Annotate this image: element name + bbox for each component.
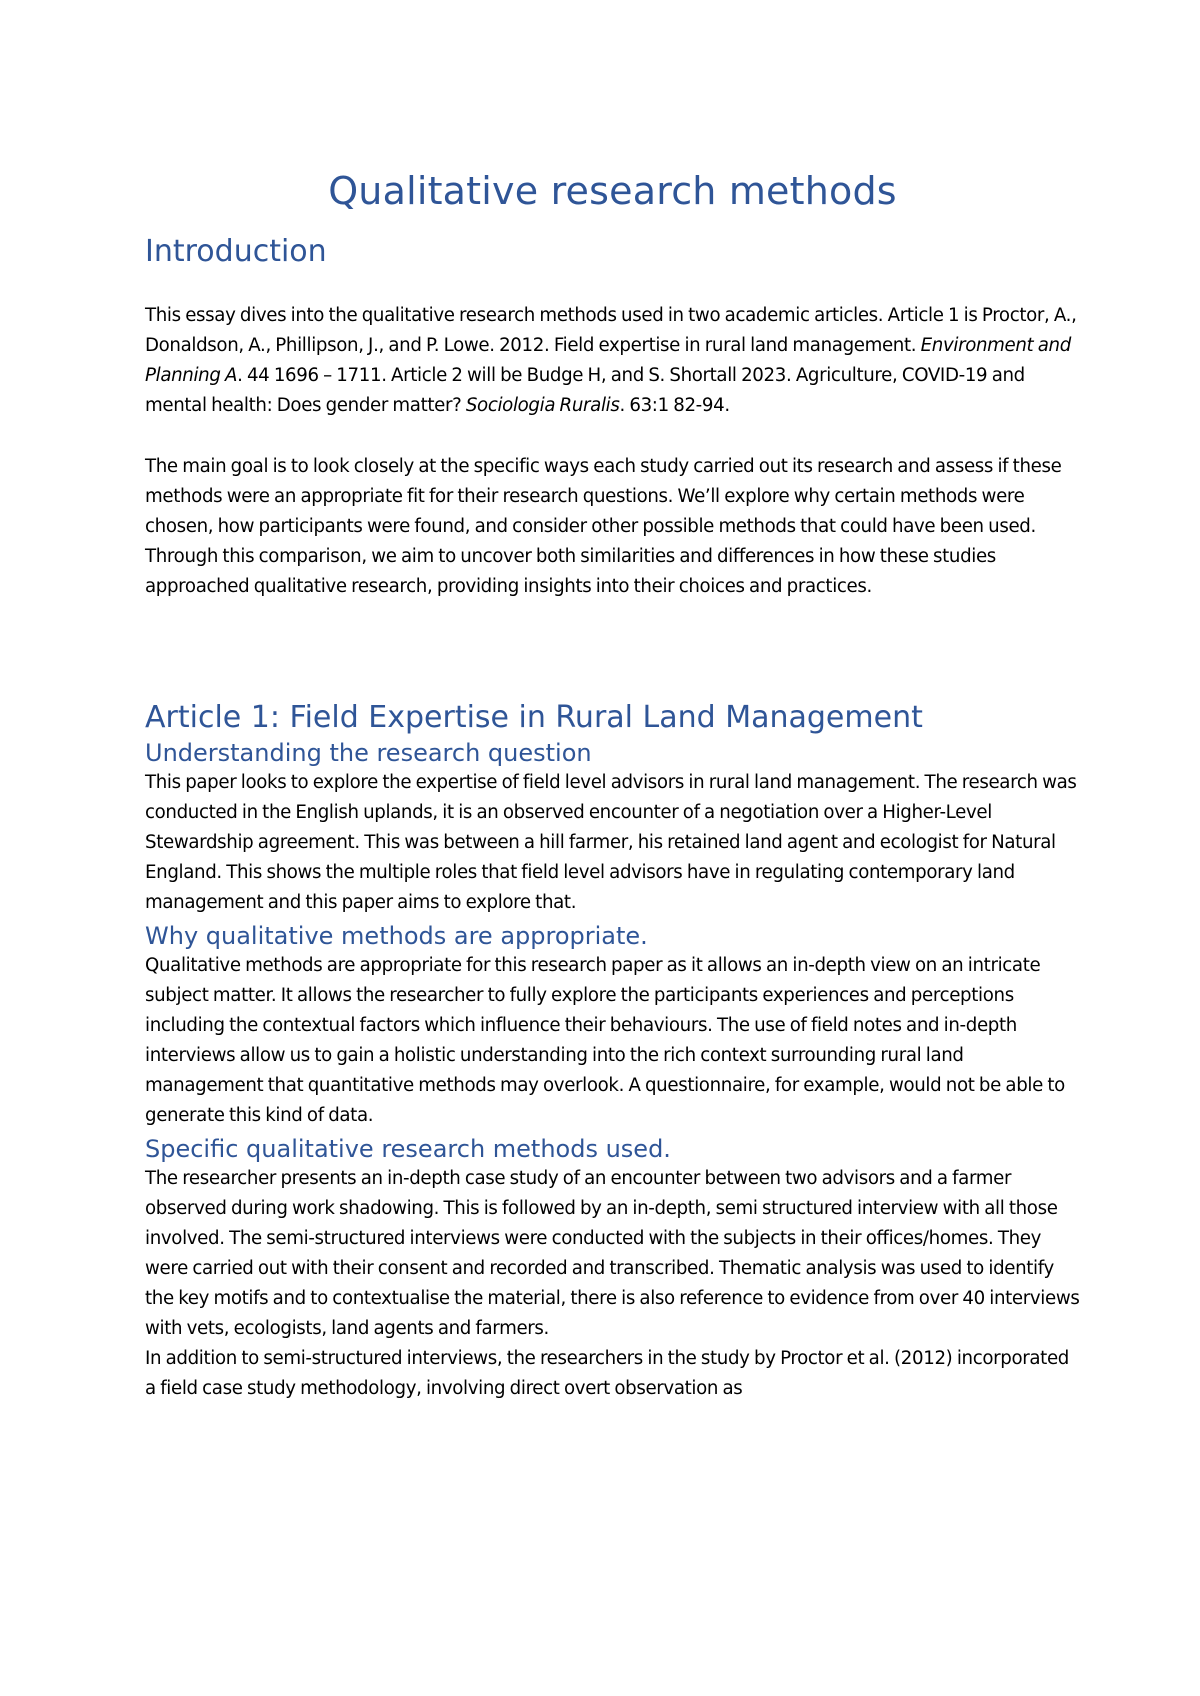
intro-paragraph-2: The main goal is to look closely at the specific ways each study carried out its research and assess if these methods were an appropriate fit for their research questions. We’ll explore why certain methods were chosen, how participants were found, and consider other possible methods that could have been used. Through this comparison, we aim to uncover both similarities and differences in how these studies approached qualitative research, providing insights into their choices and practices.: [145, 456, 1062, 597]
qualitative-appropriate-paragraph: Qualitative methods are appropriate for this research paper as it allows an in-depth view on an intricate subject matter. It allows the researcher to fully explore the participants experiences and perceptions including the contextual factors which influence their behaviours. The use of field notes and in-depth interviews allow us to gain a holistic understanding into the rich context surrounding rural land management that quantitative methods may overlook. A questionnaire, for example, would not be able to generate this kind of data.: [145, 955, 1065, 1126]
intro-p1-text-1: This essay dives into the qualitative research methods used in two academic articles. Article 1 is Proctor, A., Donaldson, A., Phillipson, J., and P. Lowe. 2012. Field expertise in rural land management.: [145, 305, 1077, 356]
intro-p1-text-3: . 63:1 82-94.: [619, 395, 730, 416]
methods-used-paragraph-1: The researcher presents an in-depth case study of an encounter between two advisors and a farmer observed during work shadowing. This is followed by an in-depth, semi structured interview with all those involved. The semi-structured interviews were conducted with the subjects in their offices/homes. They were carried out with their consent and recorded and transcribed. Thematic analysis was used to identify the key motifs and to contextualise the material, there is also reference to evidence from over 40 interviews with vets, ecologists, land agents and farmers.: [145, 1168, 1080, 1339]
journal-title-1: Environment and Planning A: [145, 335, 1071, 386]
intro-heading: Introduction: [145, 234, 327, 269]
intro-p1-text-2: . 44 1696 – 1711. Article 2 will be Budge H, and S. Shortall 2023. Agriculture, COVID-19 and mental health: Does gender matter?: [145, 365, 1025, 416]
research-question-paragraph: This paper looks to explore the expertise of field level advisors in rural land management. The research was conducted in the English uplands, it is an observed encounter of a negotiation over a Higher-Level Stewardship agreement. This was between a hill farmer, his retained land agent and ecologist for Natural England. This shows the multiple roles that field level advisors have in regulating contemporary land management and this paper aims to explore that.: [145, 772, 1077, 913]
research-question-heading: Understanding the research question: [145, 739, 592, 767]
journal-title-2: Sociologia Ruralis: [465, 395, 620, 416]
article1-heading: Article 1: Field Expertise in Rural Land Management: [145, 700, 923, 735]
document-title: Qualitative research methods: [328, 169, 897, 213]
document-page: [145, 150, 1080, 1404]
qualitative-appropriate-heading: Why qualitative methods are appropriate.: [145, 922, 648, 950]
methods-used-paragraph-2: In addition to semi-structured interviews, the researchers in the study by Proctor et al. (2012) incorporated a field case study methodology, involving direct overt observation as: [145, 1348, 1070, 1399]
intro-paragraph-1: [145, 301, 1080, 421]
methods-used-heading: Specific qualitative research methods used.: [145, 1135, 671, 1163]
